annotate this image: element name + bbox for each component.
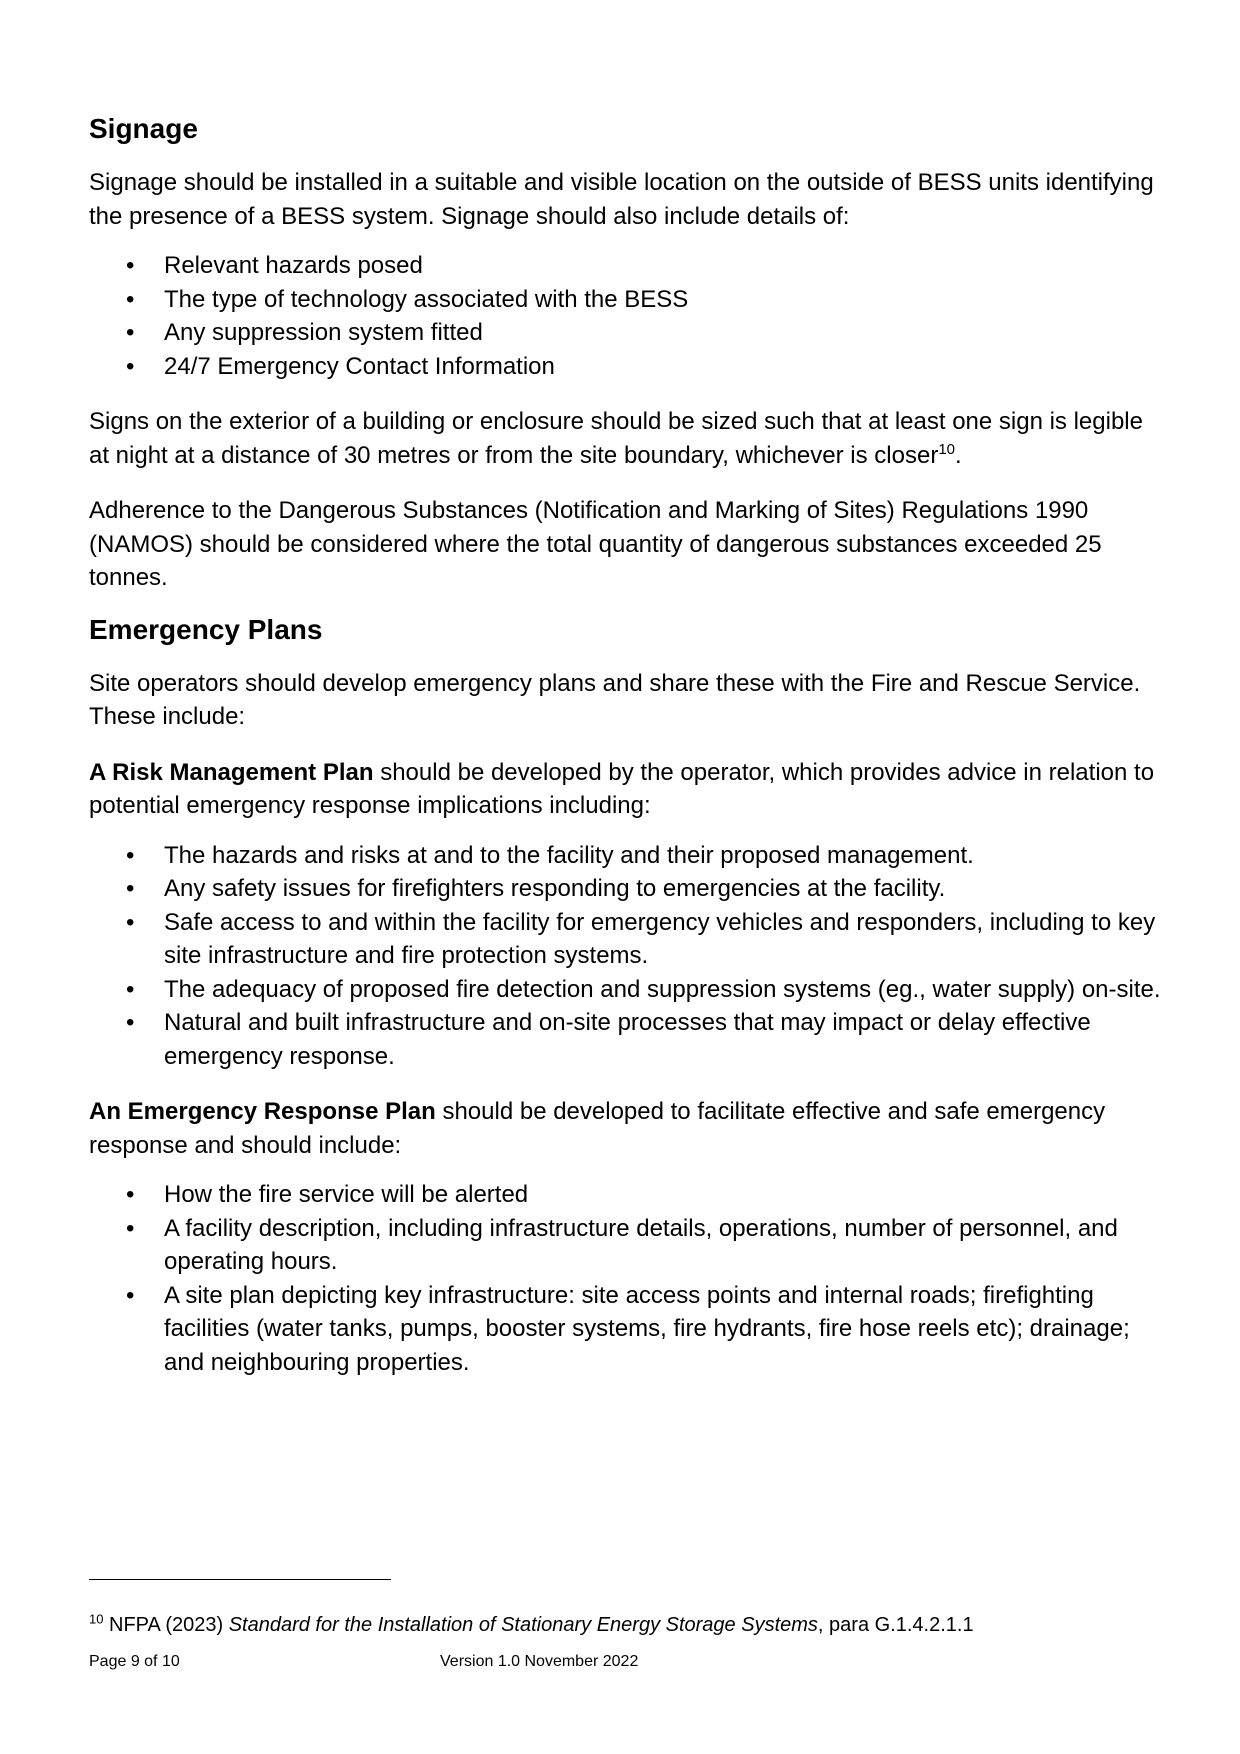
footnote-number: 10	[89, 1611, 104, 1627]
signs-paragraph: Signs on the exterior of a building or enclosure should be sized such that at least one sign is legible at night at a distance of 30 metres or from the site boundary, whichever is closer$^{10}$.	[89, 408, 1143, 469]
signage-list	[89, 249, 1164, 383]
bullet-icon: •	[126, 285, 135, 313]
bullet-icon: •	[126, 252, 135, 279]
bullet-icon: •	[126, 908, 135, 936]
list-item: • Relevant hazards posed	[89, 249, 1164, 283]
list-item: • Any suppression system fitted	[89, 316, 1164, 350]
bullet-icon: •	[126, 975, 135, 1003]
bullet-icon: •	[126, 1009, 135, 1036]
footnote-title: Standard for the Installation of Stationary Energy Storage Systems	[228, 1614, 818, 1636]
list-item: • How the fire service will be alerted	[89, 1178, 1164, 1212]
signage-heading: Signage	[89, 113, 198, 144]
bullet-icon: •	[126, 352, 135, 380]
bullet-icon: •	[126, 1214, 135, 1242]
list-item: • The type of technology associated with the BESS	[89, 283, 1164, 317]
emergency-intro: Site operators should develop emergency plans and share these with the Fire and Rescue Service. These include:	[89, 669, 1141, 730]
response-plan-title: An Emergency Response Plan	[89, 1098, 436, 1125]
footnote-reference[interactable]: 10	[938, 440, 955, 458]
list-item: • A site plan depicting key infrastructure: site access points and internal roads; firefighting facilities (water tanks, pumps, booster systems, fire hydrants, fire hose reels etc); drainage; and neighbouring properties.	[89, 1279, 1164, 1380]
footnote-divider	[89, 1579, 391, 1580]
list-item: • The adequacy of proposed fire detection and suppression systems (eg., water supply) on-site.	[89, 973, 1164, 1007]
list-item: • The hazards and risks at and to the facility and their proposed management.	[89, 839, 1164, 873]
list-item: • Safe access to and within the facility for emergency vehicles and responders, including to key site infrastructure and fire protection systems.	[89, 906, 1164, 973]
page-number: Page 9 of 10	[89, 1653, 180, 1670]
namos-paragraph: Adherence to the Dangerous Substances (Notification and Marking of Sites) Regulations 1990 (NAMOS) should be considered where the total quantity of dangerous substances exceeded 25 tonnes.	[89, 497, 1102, 591]
bullet-icon: •	[126, 319, 135, 346]
emergency-plans-heading: Emergency Plans	[89, 613, 323, 645]
document-page	[89, 112, 1164, 1379]
risk-plan-list	[89, 839, 1164, 1074]
response-plan-list	[89, 1178, 1164, 1379]
bullet-icon: •	[126, 1281, 135, 1309]
list-item: • Natural and built infrastructure and on-site processes that may impact or delay effective emergency response.	[89, 1006, 1164, 1073]
list-item: • 24/7 Emergency Contact Information	[89, 350, 1164, 384]
signage-intro: Signage should be installed in a suitable and visible location on the outside of BESS units identifying the presence of a BESS system. Signage should also include details of:	[89, 169, 1154, 230]
list-item: • A facility description, including infrastructure details, operations, number of personnel, and operating hours.	[89, 1212, 1164, 1279]
bullet-icon: •	[126, 841, 135, 869]
version-label: Version 1.0 November 2022	[440, 1653, 639, 1670]
risk-plan-title: A Risk Management Plan	[89, 758, 374, 786]
response-plan-paragraph: An Emergency Response Plan should be developed to facilitate effective and safe emergency response and should include:	[89, 1098, 1106, 1159]
bullet-icon: •	[126, 1181, 135, 1208]
list-item: • Any safety issues for firefighters responding to emergencies at the facility.	[89, 872, 1164, 906]
footnote: $^{10}$ NFPA (2023) Standard for the Installation of Stationary Energy Storage Systems, para G.1.4.2.1.1	[89, 1611, 974, 1636]
risk-plan-paragraph: A Risk Management Plan should be developed by the operator, which provides advice in relation to potential emergency response implications including:	[89, 758, 1155, 819]
bullet-icon: •	[126, 875, 135, 902]
